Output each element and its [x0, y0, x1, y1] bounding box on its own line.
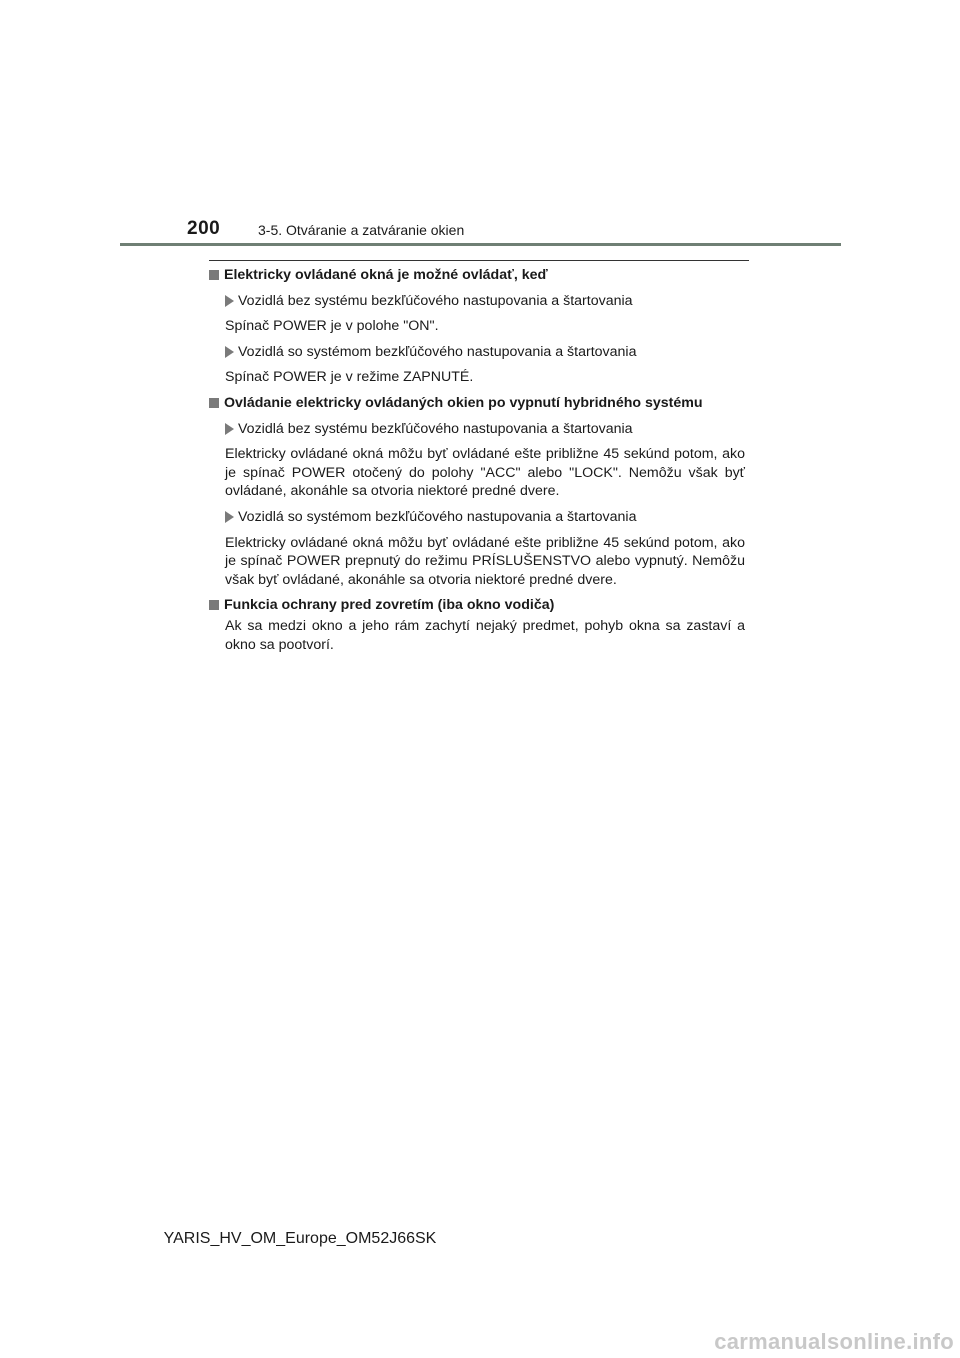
- section-heading-text: Elektricky ovládané okná je možné ovládať, keď: [224, 267, 548, 283]
- paragraph: Spínač POWER je v režime ZAPNUTÉ.: [225, 369, 474, 386]
- paragraph: Elektricky ovládané okná môžu byť ovládané ešte približne 45 sekúnd potom, ako je spínač POWER otočený do polohy "ACC" alebo "LOCK". Nemôžu však byť ovládané, akonáhle sa otvoria niektoré predné dvere.: [225, 446, 745, 500]
- paragraph: Spínač POWER je v polohe "ON".: [225, 318, 439, 335]
- square-bullet-icon: [209, 600, 219, 610]
- sub-item: [209, 292, 745, 311]
- section-heading: [209, 266, 745, 285]
- watermark: carmanualsonline.info: [714, 1329, 954, 1354]
- section-heading: [209, 394, 745, 413]
- section-rule: [209, 260, 749, 261]
- section-heading-text: Funkcia ochrany pred zovretím (iba okno vodiča): [224, 597, 555, 614]
- page-number: 200: [187, 218, 221, 239]
- triangle-bullet-icon: [225, 423, 234, 435]
- sub-item-text: Vozidlá so systémom bezkľúčového nastupovania a štartovania: [238, 508, 637, 525]
- sub-item-text: Vozidlá bez systému bezkľúčového nastupovania a štartovania: [238, 292, 633, 309]
- chapter-title: 3-5. Otváranie a zatváranie okien: [258, 222, 465, 238]
- footer-doc-code: YARIS_HV_OM_Europe_OM52J66SK: [163, 1230, 437, 1247]
- sub-item: [209, 343, 745, 362]
- paragraph: Ak sa medzi okno a jeho rám zachytí nejaký predmet, pohyb okna sa zastaví a okno sa pootvorí.: [225, 617, 745, 653]
- paragraph: Elektricky ovládané okná môžu byť ovládané ešte približne 45 sekúnd potom, ako je spínač POWER prepnutý do režimu PRÍSLUŠENSTVO alebo vypnutý. Nemôžu však byť ovládané, akonáhle sa otvoria niektoré predné dvere.: [225, 534, 745, 588]
- sub-item-text: Vozidlá so systémom bezkľúčového nastupovania a štartovania: [238, 343, 637, 360]
- triangle-bullet-icon: [225, 511, 234, 523]
- sub-item-text: Vozidlá bez systému bezkľúčového nastupovania a štartovania: [238, 420, 633, 437]
- sub-item: [209, 508, 745, 527]
- section-heading: [209, 596, 745, 615]
- square-bullet-icon: [209, 270, 219, 280]
- square-bullet-icon: [209, 398, 219, 408]
- sub-item: [209, 420, 745, 439]
- triangle-bullet-icon: [225, 346, 234, 358]
- triangle-bullet-icon: [225, 295, 234, 307]
- section-heading-text: Ovládanie elektricky ovládaných okien po vypnutí hybridného systému: [224, 394, 703, 411]
- header-rule: [120, 243, 841, 246]
- content: [209, 266, 745, 661]
